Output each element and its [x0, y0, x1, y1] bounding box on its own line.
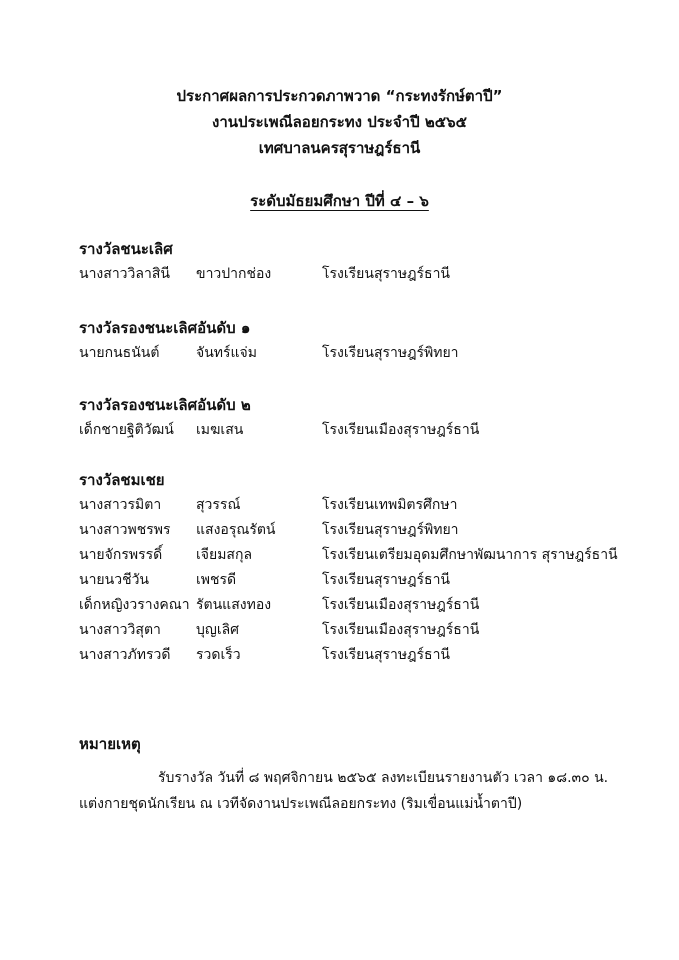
award-title: รางวัลรองชนะเลิศอันดับ ๒ [79, 396, 251, 414]
winner-name: นายกนธนันต์ [79, 345, 160, 361]
winner-surname: รวดเร็ว [196, 647, 241, 663]
winner-surname: จันทร์แจ่ม [196, 345, 257, 361]
winner-name: เด็กหญิงวรางคณา [79, 597, 190, 613]
note-line-dress-code: แต่งกายชุดนักเรียน ณ เวทีจัดงานประเพณีลอยกระทง (ริมเขื่อนแม่น้ำตาปี) [79, 796, 523, 812]
winner-name: เด็กชายฐิติวัฒน์ [79, 422, 174, 438]
winner-row [79, 643, 659, 668]
winner-school: โรงเรียนเตรียมอุดมศึกษาพัฒนาการ สุราษฎร์ธานี [322, 547, 618, 563]
award-section-first-runner-up [79, 316, 659, 366]
winner-row [79, 568, 659, 593]
winner-school: โรงเรียนเมืองสุราษฎร์ธานี [322, 597, 480, 613]
winner-row [79, 262, 659, 287]
winner-row [79, 493, 659, 518]
winner-surname: เพชรดี [196, 572, 237, 588]
winner-school: โรงเรียนเมืองสุราษฎร์ธานี [322, 622, 480, 638]
note-heading: หมายเหตุ [79, 735, 141, 753]
winner-name: นายนวชีวัน [79, 572, 149, 588]
winner-surname: สุวรรณ์ [196, 497, 241, 513]
organizer-name: เทศบาลนครสุราษฎร์ธานี [258, 139, 421, 157]
announcement-title: ประกาศผลการประกวดภาพวาด “กระทงรักษ์ตาปี” [176, 87, 503, 105]
award-title: รางวัลชมเชย [79, 471, 165, 489]
winner-school: โรงเรียนสุราษฎร์ธานี [322, 266, 451, 282]
education-level-text: ระดับมัธยมศึกษา ปีที่ ๔ – ๖ [250, 192, 429, 210]
award-section-winner [79, 237, 659, 287]
winner-school: โรงเรียนเมืองสุราษฎร์ธานี [322, 422, 480, 438]
award-title: รางวัลชนะเลิศ [79, 240, 173, 258]
winner-row [79, 543, 659, 568]
winner-school: โรงเรียนสุราษฎร์พิทยา [322, 345, 459, 361]
winner-name: นางสาวรมิตา [79, 497, 162, 513]
winner-name: นางสาวพชรพร [79, 522, 171, 538]
winner-name: นางสาววิลาสินี [79, 266, 170, 282]
winner-surname: ขาวปากช่อง [196, 266, 272, 282]
winner-name: นายจักรพรรดิ์ [79, 547, 163, 563]
award-title: รางวัลรองชนะเลิศอันดับ ๑ [79, 319, 251, 337]
winner-name: นางสาววิสุตา [79, 622, 161, 638]
winner-surname: แสงอรุณรัตน์ [196, 522, 276, 538]
winner-surname: รัตนแสงทอง [196, 597, 272, 613]
winner-surname: เจียมสกุล [196, 547, 253, 563]
winner-row [79, 618, 659, 643]
winner-row [79, 593, 659, 618]
note-line-award-time: รับรางวัล วันที่ ๘ พฤศจิกายน ๒๕๖๕ ลงทะเบียนรายงานตัว เวลา ๑๘.๓๐ น. [158, 770, 609, 786]
winner-name: นางสาวภัทรวดี [79, 647, 171, 663]
winner-school: โรงเรียนเทพมิตรศึกษา [322, 497, 458, 513]
award-section-second-runner-up [79, 393, 659, 443]
winner-school: โรงเรียนสุราษฎร์พิทยา [322, 522, 459, 538]
winner-surname: บุญเลิศ [196, 622, 240, 638]
winner-school: โรงเรียนสุราษฎร์ธานี [322, 572, 451, 588]
winner-school: โรงเรียนสุราษฎร์ธานี [322, 647, 451, 663]
event-name: งานประเพณีลอยกระทง ประจำปี ๒๕๖๕ [212, 113, 467, 131]
education-level-heading [0, 189, 679, 214]
winner-row [79, 418, 659, 443]
winner-surname: เมฆเสน [196, 422, 244, 438]
award-section-honorable-mention [79, 468, 659, 668]
winner-row [79, 518, 659, 543]
winner-row [79, 341, 659, 366]
